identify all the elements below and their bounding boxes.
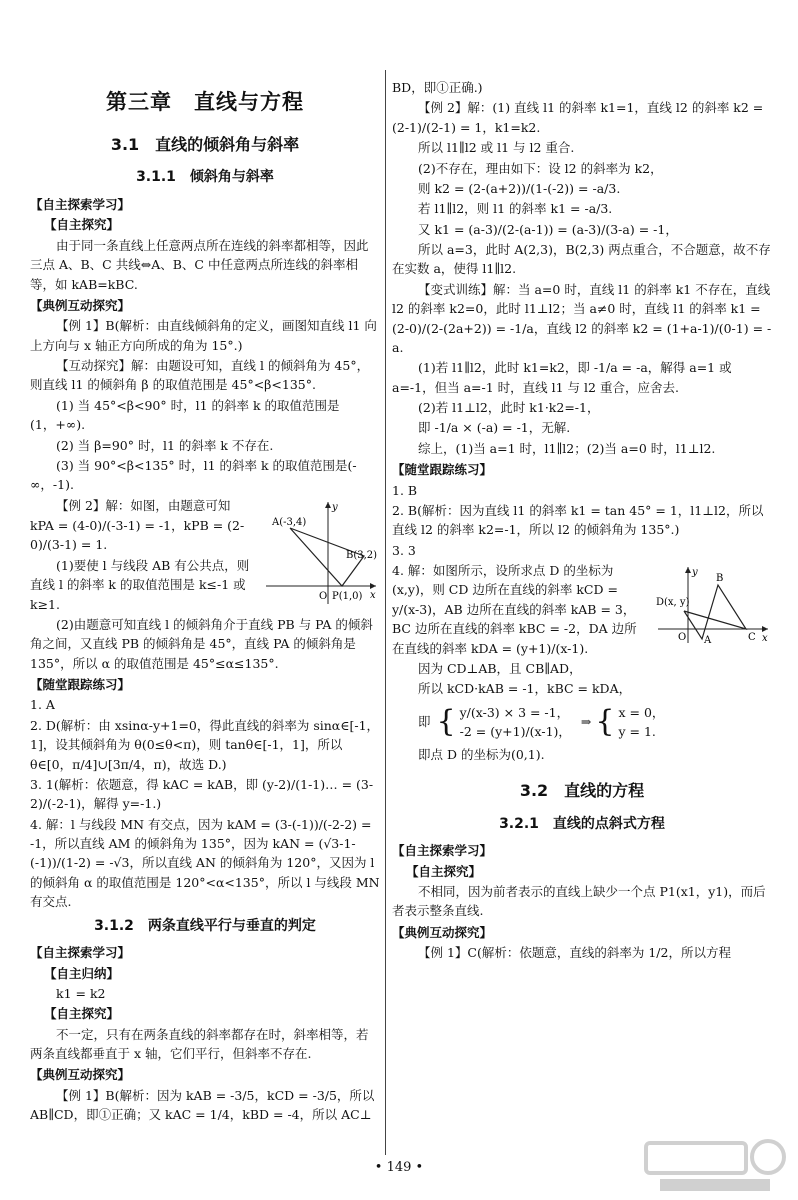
paragraph-2: 不一定，只有在两条直线的斜率都存在时，斜率相等，若两条直线都垂直于 x 轴，它们平行，但斜率不存在. [30, 1026, 369, 1062]
paragraph: 由于同一条直线上任意两点所在连线的斜率都相等，因此三点 A、B、C 共线⇔A、B、C 中任意两点所连线的斜率相等，如 kAB=kBC. [30, 237, 369, 292]
r-answer-4d: 即点 D 的坐标为(0,1). [418, 747, 545, 763]
r-line-6: 所以 a=3，此时 A(2,3)，B(2,3) 两点重合，不合题意，故不存在实数 a，使得 l1∥l2. [392, 242, 771, 277]
y-axis-label: y [692, 567, 698, 578]
r-answer-1: 1. B [392, 482, 418, 498]
r-paragraph: 不相同，因为前者表示的直线上缺少一个点 P1(x1，y1)，而后者表示整条直线. [392, 883, 766, 919]
point-c-label: C [748, 632, 756, 643]
heading-tanjiu-r: 【自主探究】 [406, 863, 482, 879]
x-axis-label: x [762, 633, 768, 644]
system-eq-1: y/(x-3) × 3 = -1， [459, 704, 570, 720]
system-left [460, 703, 571, 742]
r-line-9: (2)若 l1⊥l2，此时 k1·k2=-1， [418, 400, 600, 415]
heading-tanjiu: 【自主探究】 [44, 217, 120, 233]
system-prefix: 即 [418, 714, 431, 730]
point-a-label: A(-3,4) [272, 516, 307, 528]
origin-label: O [678, 632, 687, 643]
case-2: (2) 当 β=90° 时，l1 的斜率 k 不存在. [56, 437, 274, 453]
subsection-title: 3.1.1 倾斜角与斜率 [136, 169, 274, 186]
section-title-2: 3.2 直线的方程 [519, 780, 645, 800]
answer-4: 4. 解：l 与线段 MN 有交点，因为 kAM = (3-(-1))/(-2-2) = -1，所以直线 AM 的倾斜角为 135°，因为 kAN = (√3-1-(-1))/(1-2) = -√3，所以直线 AN 的倾斜角为 120°，又因为 l 的倾斜角 α 的取值范围是 120°<α<135°，所以 l 与线段 MN 有交点. [30, 816, 380, 910]
case-1: (1) 当 45°<β<90° 时，l1 的斜率 k 的取值范围是(1，+∞). [30, 397, 340, 433]
r-line-5: 又 k1 = (a-3)/(2-(a-1)) = (a-3)/(3-a) = -1， [418, 221, 678, 237]
system-right [619, 703, 665, 742]
answer-3: 3. 1(解析：依题意，得 kAC = kAB，即 (y-2)/(1-1)… = (3-2)/(-2-1)，解得 y=-1.) [30, 776, 374, 812]
example-2-part-2: (2)由题意可知直线 l 的倾斜角介于直线 PB 与 PA 的倾斜角之间，又直线 PB 的倾斜角是 45°，直线 PA 的倾斜角是 135°，所以 α 的取值范围是 45°≤α≤135°. [30, 616, 373, 671]
r-line-1: 所以 l1∥l2 或 l1 与 l2 重合. [418, 140, 575, 156]
origin-label: O [319, 590, 328, 602]
heading-zizhu-r: 【自主探索学习】 [392, 843, 493, 859]
system-eq-2: -2 = (y+1)/(x-1)， [459, 724, 571, 739]
example-3: 【例 1】B(解析：因为 kAB = -3/5，kCD = -3/5，所以 AB∥CD，即①正确；又 kAC = 1/4，kBD = -4，所以 AC⊥ [30, 1087, 375, 1123]
chapter-title: 第三章 直线与方程 [106, 90, 304, 114]
left-brace: { [436, 704, 456, 739]
slope-formula: kPA = (4-0)/(-3-1) = -1，kPB = (2-0)/(3-1) = 1. [30, 518, 245, 553]
answer-1: 1. A [30, 697, 55, 713]
r-answer-4: 4. 解：如图所示，设所求点 D 的坐标为(x,y)，则 CD 边所在直线的斜率 kCD = y/(x-3)，AB 边所在直线的斜率 kAB = 3，BC 边所在直线的斜率 kBC = -2，DA 边所在直线的斜率 kDA = (y+1)/(x-1). [392, 563, 637, 656]
r-line-8: (1)若 l1∥l2，此时 k1=k2，即 -1/a = -a，解得 a=1 或 a=-1，但当 a=-1 时，直线 l1 与 l2 重合，应舍去. [392, 360, 732, 395]
r-answer-2: 2. B(解析：因为直线 l1 的斜率 k1 = tan 45° = 1，l1⊥l2，所以直线 l2 的斜率 k2=-1，所以 l2 的倾斜角为 135°.) [392, 502, 764, 538]
point-b-label: B [716, 573, 724, 584]
case-3: (3) 当 90°<β<135° 时，l1 的斜率 k 的取值范围是(-∞，-1). [30, 457, 357, 493]
r-line-4: 若 l1∥l2，则 l1 的斜率 k1 = -a/3. [418, 201, 613, 217]
heading-zizhu: 【自主探索学习】 [30, 197, 131, 213]
solution-y: y = 1. [618, 724, 656, 739]
section-title: 3.1 直线的倾斜角与斜率 [110, 134, 300, 154]
heading-dianli: 【典例互动探究】 [30, 297, 131, 313]
example-2-part-1: (1)要使 l 与线段 AB 有公共点，则直线 l 的斜率 k 的取值范围是 k≤-1 或 k≥1. [30, 557, 250, 612]
right-brace: { [595, 704, 615, 739]
left-column [30, 78, 380, 1126]
y-axis-label: y [332, 501, 338, 513]
solution-x: x = 0， [618, 704, 665, 720]
r-line-11: 综上，(1)当 a=1 时，l1∥l2；(2)当 a=0 时，l1⊥l2. [418, 440, 716, 456]
heading-zizhu-2: 【自主探索学习】 [30, 945, 131, 961]
example-2: 【例 2】解：如图，由题意可知 [56, 497, 231, 513]
r-answer-3: 3. 3 [392, 542, 416, 558]
slope-equal: k1 = k2 [56, 985, 106, 1001]
subsection-title-2: 3.1.2 两条直线平行与垂直的判定 [94, 917, 316, 934]
r-line-3: 则 k2 = (2-(a+2))/(1-(-2)) = -a/3. [418, 180, 621, 196]
r-example-1: 【例 1】C(解析：依题意，直线的斜率为 1/2，所以方程 [418, 945, 731, 961]
hudong-tanjiu: 【互动探究】解：由题设可知，直线 l 的倾斜角为 45°，则直线 l1 的倾斜角 β 的取值范围是 45°<β<135°. [30, 358, 370, 393]
figure-quadrilateral [654, 563, 772, 645]
answer-2: 2. D(解析：由 xsinα-y+1=0，得此直线的斜率为 sinα∈[-1，1]，设其倾斜角为 θ(0≤θ<π)，则 tanθ∈[-1，1]，所以 θ∈[0，π/4]∪[3π/4，π)，故选 D.) [30, 717, 380, 772]
r-example-2: 【例 2】解：(1) 直线 l1 的斜率 k1=1，直线 l2 的斜率 k2 = (2-1)/(2-1) = 1，k1=k2. [392, 100, 764, 135]
heading-suitang-r: 【随堂跟踪练习】 [392, 462, 493, 478]
example-1: 【例 1】B(解析：由直线倾斜角的定义，画图知直线 l1 向上方向与 x 轴正方向所成的角为 15°.) [30, 318, 377, 353]
x-axis-label: x [370, 589, 376, 601]
heading-dianli-r: 【典例互动探究】 [392, 924, 493, 940]
point-a-label: A [704, 635, 712, 645]
point-p-label: P(1,0) [332, 590, 363, 602]
figure-line-segment [262, 498, 380, 608]
column-divider [385, 70, 386, 1155]
r-answer-4c: 所以 kCD·kAB = -1，kBC = kDA， [418, 681, 632, 697]
heading-tanjiu-2: 【自主探究】 [44, 1006, 120, 1022]
right-column [392, 78, 772, 963]
r-line-10: 即 -1/a × (-a) = -1，无解. [418, 420, 571, 436]
point-d-label: D(x, y) [656, 597, 690, 608]
equation-system [392, 703, 772, 742]
continued-text: BD，即①正确.) [392, 80, 483, 95]
point-b-label: B(3,2) [346, 549, 378, 561]
heading-dianli-2: 【典例互动探究】 [30, 1067, 131, 1083]
heading-suitang: 【随堂跟踪练习】 [30, 677, 131, 693]
variant-training: 【变式训练】解：当 a=0 时，直线 l1 的斜率 k1 不存在，直线 l2 的斜率 k2=0，此时 l1⊥l2；当 a≠0 时，直线 l1 的斜率 k1 = (2-0)/(2-(2a+2)) = -1/a，直线 l2 的斜率 k2 = (1+a-1)/(0-1) = -a. [392, 281, 772, 355]
solve-arrow: ⇒ [580, 714, 592, 730]
r-answer-4b: 因为 CD⊥AB，且 CB∥AD， [418, 660, 582, 676]
heading-guina: 【自主归纳】 [44, 965, 120, 981]
subsection-title-3: 3.2.1 直线的点斜式方程 [499, 815, 665, 832]
watermark-logo [640, 1135, 790, 1195]
r-line-2: (2)不存在，理由如下：设 l2 的斜率为 k2， [418, 160, 663, 176]
page-number: • 149 • [374, 1160, 424, 1175]
